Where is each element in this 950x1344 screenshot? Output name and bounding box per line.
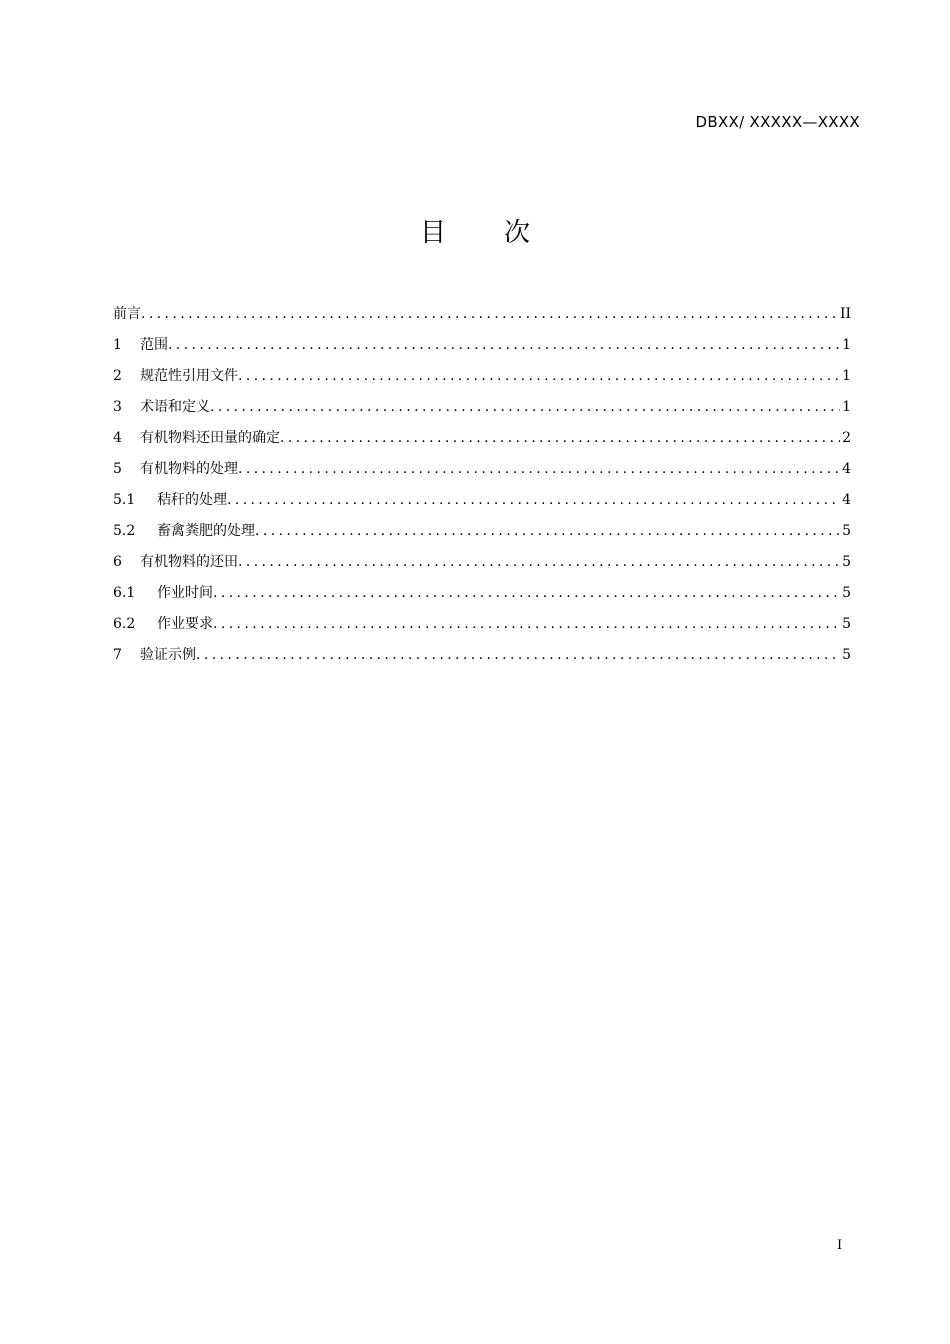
toc-entry-title: 前言 (113, 306, 141, 322)
toc-entry-title: 验证示例 (140, 647, 196, 663)
title-char-1: 目 (419, 218, 446, 248)
toc-entry-page: 2 (842, 430, 851, 446)
toc-dot-leader (227, 488, 840, 512)
toc-entry-page: 5 (842, 523, 851, 539)
toc-entry-number: 5.1 (113, 492, 136, 508)
toc-entry[interactable] (113, 302, 851, 333)
toc-entry-number: 2 (113, 368, 122, 384)
title-char-2: 次 (504, 218, 531, 248)
toc-entry-page: 1 (842, 368, 851, 384)
toc-entry-title: 有机物料还田量的确定 (140, 430, 280, 446)
toc-entry[interactable] (113, 581, 851, 612)
toc-entry-title: 作业要求 (157, 616, 213, 632)
toc-entry-number: 7 (113, 647, 122, 663)
toc-entry-title: 术语和定义 (140, 399, 210, 415)
toc-entry-title: 畜禽粪肥的处理 (157, 523, 255, 539)
toc-entry[interactable] (113, 612, 851, 643)
toc-entry-number: 5.2 (113, 523, 136, 539)
page-title (0, 212, 950, 249)
toc-entry-number: 3 (113, 399, 122, 415)
toc-entry[interactable] (113, 395, 851, 426)
toc-entry-page: 5 (842, 554, 851, 570)
toc-entry-title: 规范性引用文件 (140, 368, 238, 384)
toc-entry[interactable] (113, 426, 851, 457)
toc-entry[interactable] (113, 550, 851, 581)
toc-entry-page: 1 (842, 399, 851, 415)
toc-dot-leader (280, 426, 840, 450)
toc-dot-leader (210, 395, 840, 419)
toc-entry-page: II (839, 306, 851, 322)
toc-entry-title: 范围 (140, 337, 168, 353)
toc-entry[interactable] (113, 519, 851, 550)
toc-entry[interactable] (113, 488, 851, 519)
page-number: I (837, 1238, 843, 1253)
toc-entry-page: 5 (842, 585, 851, 601)
toc-entry-number: 5 (113, 461, 122, 477)
toc-entry-page: 1 (842, 337, 851, 353)
toc-entry-title: 秸秆的处理 (157, 492, 227, 508)
toc-entry-number: 6 (113, 554, 122, 570)
toc-dot-leader (141, 302, 838, 326)
toc-entry-title: 有机物料的处理 (140, 461, 238, 477)
toc-entry-page: 4 (842, 492, 851, 508)
toc-dot-leader (213, 581, 840, 605)
toc-entry-page: 5 (842, 647, 851, 663)
toc-dot-leader (238, 550, 840, 574)
toc-dot-leader (168, 333, 840, 357)
toc-entry[interactable] (113, 457, 851, 488)
toc-entry-page: 5 (842, 616, 851, 632)
toc-entry-number: 4 (113, 430, 122, 446)
toc-entry-number: 6.1 (113, 585, 136, 601)
toc-entry-number: 6.2 (113, 616, 136, 632)
toc-dot-leader (213, 612, 840, 636)
toc-dot-leader (238, 457, 840, 481)
toc-entry[interactable] (113, 643, 851, 674)
toc-dot-leader (255, 519, 840, 543)
toc-dot-leader (196, 643, 840, 667)
toc-entry-page: 4 (842, 461, 851, 477)
table-of-contents (113, 302, 851, 674)
toc-entry[interactable] (113, 364, 851, 395)
document-code: DBXX/ XXXXX—XXXX (695, 113, 860, 131)
toc-entry-title: 作业时间 (157, 585, 213, 601)
toc-dot-leader (238, 364, 840, 388)
toc-entry[interactable] (113, 333, 851, 364)
toc-entry-title: 有机物料的还田 (140, 554, 238, 570)
toc-entry-number: 1 (113, 337, 122, 353)
